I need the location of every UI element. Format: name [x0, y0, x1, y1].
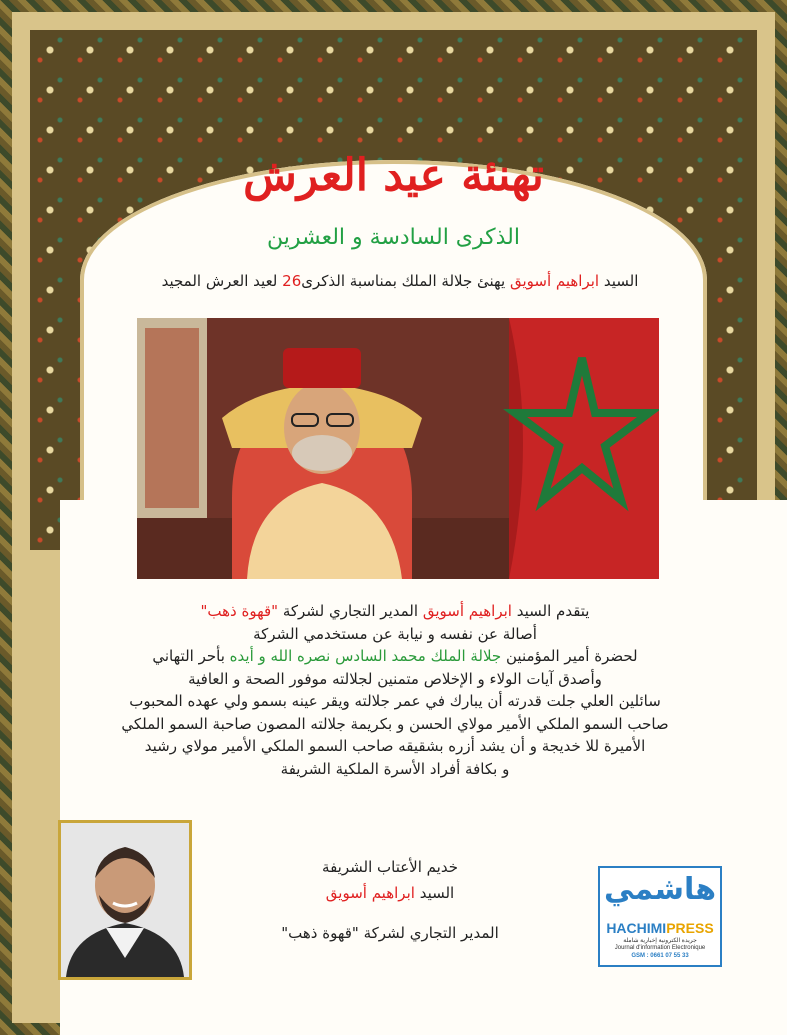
body-line-8: و بكافة أفراد الأسرة الملكية الشريفة [280, 759, 510, 778]
body-text [70, 600, 720, 780]
signature-name: ابراهيم أسويق [325, 884, 415, 902]
intro-prefix: السيد [603, 272, 639, 290]
hachimi-press-logo [598, 866, 722, 967]
king-photo-illustration [137, 318, 659, 579]
body-line-7: الأميرة للا خديجة و أن يشد أزره بشقيقه صاحب السمو الملكي الأمير مولاي رشيد [144, 737, 646, 755]
logo-brand [600, 920, 720, 936]
signature-role-line [240, 924, 540, 942]
body-line1-prefix: يتقدم السيد [516, 602, 590, 620]
signature-line-1: خديم الأعتاب الشريفة [322, 858, 458, 876]
logo-brand-a: HACHIMI [606, 920, 667, 936]
signature-prefix: السيد [419, 884, 455, 902]
body-line1-company: "قهوة ذهب" [200, 602, 279, 620]
body-line1-text: المدير التجاري لشركة [282, 602, 419, 620]
body-line-2: أصالة عن نفسه و نيابة عن مستخدمي الشركة [253, 624, 537, 643]
body-line-3 [70, 645, 720, 668]
body-line-6: صاحب السمو الملكي الأمير مولاي الحسن و بكريمة جلالته المصون صاحبة السمو الملكي [121, 714, 669, 733]
body-line1-name: ابراهيم أسويق [422, 602, 512, 620]
portrait-illustration [61, 823, 189, 977]
body-line3-king: جلالة الملك محمد السادس نصره الله و أيده [229, 647, 502, 665]
page-subtitle: الذكرى السادسة و العشرين [266, 225, 521, 250]
signature-role: المدير التجاري لشركة [363, 924, 499, 942]
logo-brand-b: PRESS [666, 920, 714, 936]
portrait-photo [58, 820, 192, 980]
body-line-5: سائلين العلي جلت قدرته أن يبارك في عمر جلالته ويقر عينه بسمو ولي عهده المحبوب [129, 692, 661, 710]
intro-name: ابراهيم أسويق [509, 272, 600, 290]
signature-company: "قهوة ذهب" [281, 924, 359, 942]
body-line3-suffix: بأحر التهاني [152, 647, 225, 665]
body-line-4: وأصدق آيات الولاء و الإخلاص متمنين لجلالته موفور الصحة و العافية [188, 669, 602, 688]
logo-tagline-ar: جريدة الكترونية إخبارية شاملة [623, 938, 697, 944]
logo-phone: GSM : 0661 07 55 33 [631, 953, 689, 959]
logo-arabic: هاشمي [603, 872, 717, 907]
intro-suffix: لعيد العرش المجيد [161, 272, 278, 290]
body-line-1 [70, 600, 720, 623]
intro-text: يهنئ جلالة الملك بمناسبة الذكرى [301, 272, 506, 290]
signature-name-line [240, 884, 540, 902]
logo-tagline-fr: Journal d'information Electronique [614, 945, 706, 951]
intro-line [120, 272, 680, 290]
king-photo [137, 318, 659, 579]
page-title: تهنئة عيد العرش [243, 150, 544, 201]
body-line3-prefix: لحضرة أمير المؤمنين [506, 647, 638, 665]
intro-number: 26 [282, 272, 302, 290]
